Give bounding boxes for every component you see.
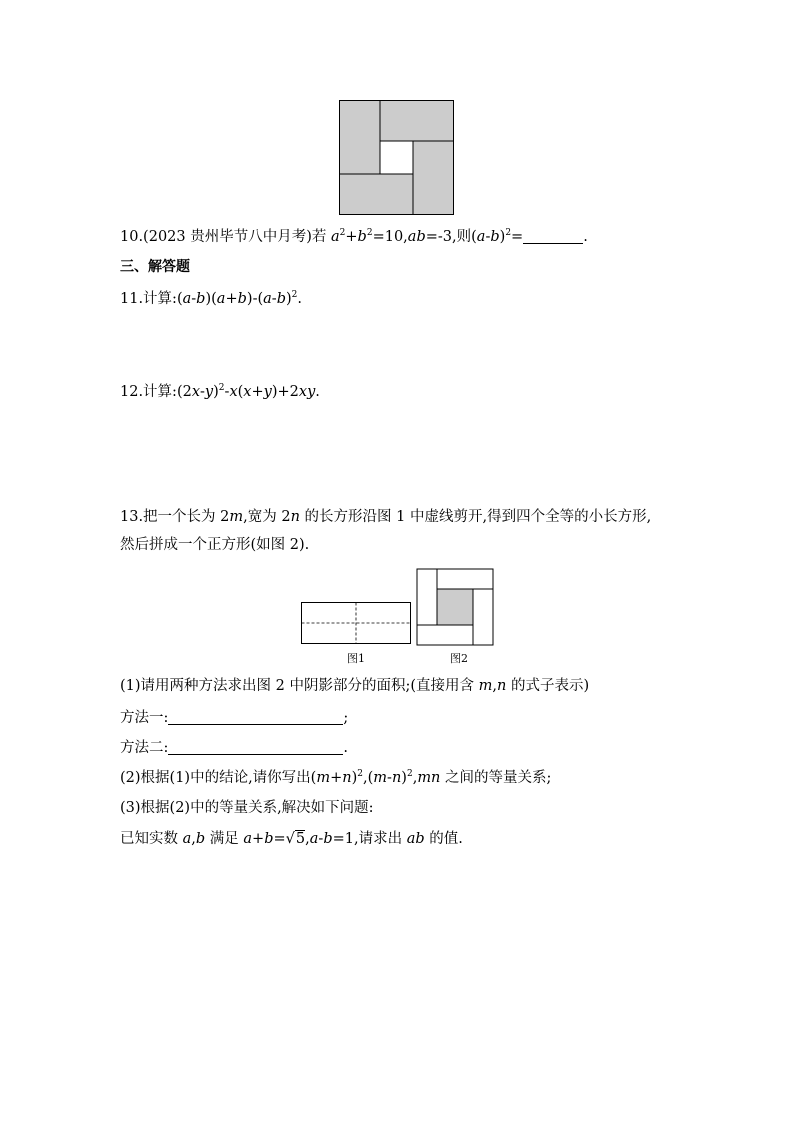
question-13-last-line: 已知实数 a,b 满足 a+b=√5,a-b=1,请求出 ab 的值.: [120, 831, 463, 847]
method-2-line: 方法二: .: [120, 740, 348, 756]
method-1-answer-blank[interactable]: [168, 710, 343, 725]
answer-blank-q10[interactable]: [523, 229, 583, 244]
square-figure-q10: [339, 100, 455, 216]
section-heading: 三、解答题: [120, 259, 190, 275]
question-13-line-2: 然后拼成一个正方形(如图 2).: [120, 537, 310, 553]
question-13-line-1: 13.把一个长为 2m,宽为 2n 的长方形沿图 1 中虚线剪开,得到四个全等的小长方形,: [120, 509, 652, 525]
method-2-answer-blank[interactable]: [168, 740, 343, 755]
question-11: 11.计算$:(a-b)(a+b)-(a-b)^2$.: [120, 290, 302, 307]
figure-2-shaded-center: [437, 589, 473, 625]
inner-white-square: [380, 141, 413, 174]
figure-1-caption: 图1: [347, 652, 365, 665]
sqrt-five: √5: [285, 831, 306, 847]
method-1-line: 方法一: ;: [120, 710, 349, 726]
question-13-part-3: (3)根据(2)中的等量关系,解决如下问题:: [120, 800, 374, 816]
figure-1-rectangle: [300, 601, 414, 647]
question-13-part-2: (2)根据(1)中的结论,请你写出$(m+n)^2,(m-n)^2,mn$ 之间的等量关系;: [120, 769, 552, 786]
figure-2-caption: 图2: [450, 652, 468, 665]
question-13-part-1: (1)请用两种方法求出图 2 中阴影部分的面积;(直接用含 m,n 的式子表示): [120, 678, 590, 694]
question-10: 10.(2023 贵州毕节八中月考)若 $a^2+b^2=10,ab=-3$,则$(a-b)^2=$ .: [120, 228, 588, 245]
figure-2-square: [416, 568, 496, 648]
question-12: 12.计算$:(2x-y)^2-x(x+y)+2xy$.: [120, 383, 320, 400]
